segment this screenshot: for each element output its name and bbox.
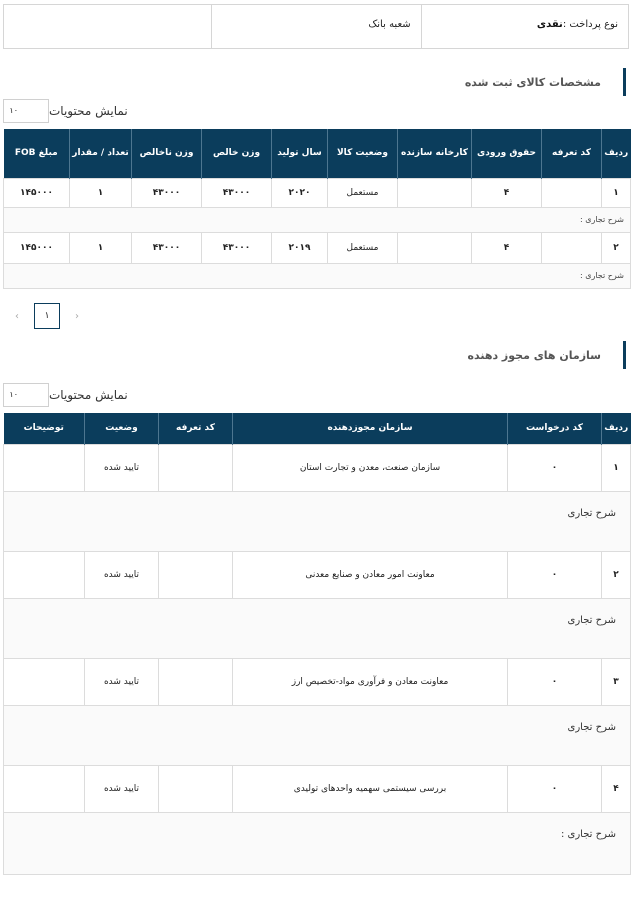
prev-page-icon[interactable]: ‹ [15, 310, 19, 322]
fob-cell: ۱۴۵۰۰۰ [4, 232, 70, 263]
table-row [4, 178, 631, 207]
status-cell: تایید شده [85, 444, 159, 491]
page-button-1[interactable]: ۱ [34, 303, 60, 329]
notes-cell [4, 551, 85, 598]
col-fob: مبلغ FOB [4, 129, 70, 178]
trade-description: شرح تجاری [4, 598, 631, 658]
status-cell: تایید شده [85, 658, 159, 705]
goods-pagination [10, 303, 84, 329]
trade-description: شرح تجاری [4, 705, 631, 765]
col-quantity: تعداد / مقدار [70, 129, 132, 178]
quantity-cell: ۱ [70, 232, 132, 263]
request-code-cell: ۰ [508, 658, 602, 705]
organization-cell: بررسی سیستمی سهمیه واحدهای تولیدی [233, 765, 508, 812]
title-accent-bar [623, 68, 626, 96]
description-row [4, 705, 631, 765]
notes-cell [4, 444, 85, 491]
goods-table [3, 129, 631, 289]
table-row [4, 765, 631, 812]
table-row [4, 658, 631, 705]
tariff-cell [542, 178, 602, 207]
col-year: سال تولید [272, 129, 328, 178]
trade-description: شرح تجاری : [4, 207, 631, 232]
year-cell: ۲۰۲۰ [272, 178, 328, 207]
organization-cell: معاونت معادن و فرآوری مواد-تخصیص ارز [233, 658, 508, 705]
payment-info-box [3, 4, 629, 49]
permits-header-row [4, 413, 631, 444]
tariff-cell [159, 444, 233, 491]
col-factory: کارخانه سازنده [398, 129, 472, 178]
permits-page-size-label: نمایش محتویات [49, 388, 128, 402]
permits-page-size-select[interactable]: ۱۰ [3, 383, 49, 407]
goods-page-size-label: نمایش محتویات [49, 104, 128, 118]
status-cell: مستعمل [328, 178, 398, 207]
col-notes: توضیحات [4, 413, 85, 444]
fob-cell: ۱۴۵۰۰۰ [4, 178, 70, 207]
col-tariff: کد تعرفه [159, 413, 233, 444]
row-number: ۳ [602, 658, 631, 705]
payment-type-value: نقدی [536, 19, 563, 30]
notes-cell [4, 765, 85, 812]
tariff-cell [542, 232, 602, 263]
description-row [4, 812, 631, 874]
status-cell: تایید شده [85, 765, 159, 812]
row-number: ۴ [602, 765, 631, 812]
next-page-icon[interactable]: › [75, 310, 79, 322]
description-row [4, 263, 631, 288]
status-cell: تایید شده [85, 551, 159, 598]
col-status: وضعیت کالا [328, 129, 398, 178]
permits-section-title [467, 341, 626, 369]
goods-section-title [465, 68, 626, 96]
col-tariff: کد تعرفه [542, 129, 602, 178]
col-gross-weight: وزن ناخالص [132, 129, 202, 178]
status-cell: مستعمل [328, 232, 398, 263]
gross-weight-cell: ۴۳۰۰۰ [132, 178, 202, 207]
description-row [4, 598, 631, 658]
duty-cell: ۴ [472, 232, 542, 263]
request-code-cell: ۰ [508, 765, 602, 812]
organization-cell: معاونت امور معادن و صنایع معدنی [233, 551, 508, 598]
goods-header-row [4, 129, 631, 178]
net-weight-cell: ۴۳۰۰۰ [202, 178, 272, 207]
bank-branch-cell [211, 5, 420, 48]
gross-weight-cell: ۴۳۰۰۰ [132, 232, 202, 263]
payment-type-label: نوع پرداخت : [562, 19, 618, 30]
permits-title-text: سازمان های مجوز دهنده [467, 348, 601, 362]
tariff-cell [159, 765, 233, 812]
permits-page-size [3, 383, 134, 407]
col-duty: حقوق ورودی [472, 129, 542, 178]
description-row [4, 491, 631, 551]
row-number: ۲ [602, 551, 631, 598]
factory-cell [398, 232, 472, 263]
col-row: ردیف [602, 413, 631, 444]
goods-title-text: مشخصات کالای ثبت شده [464, 75, 601, 89]
goods-page-size [3, 99, 134, 123]
description-row [4, 207, 631, 232]
col-request-code: کد درخواست [508, 413, 602, 444]
organization-cell: سازمان صنعت، معدن و تجارت استان [233, 444, 508, 491]
request-code-cell: ۰ [508, 444, 602, 491]
goods-page-size-select[interactable]: ۱۰ [3, 99, 49, 123]
row-number: ۱ [602, 178, 631, 207]
trade-description: شرح تجاری : [4, 263, 631, 288]
payment-type-cell [421, 5, 628, 48]
table-row [4, 232, 631, 263]
tariff-cell [159, 551, 233, 598]
factory-cell [398, 178, 472, 207]
col-net-weight: وزن خالص [202, 129, 272, 178]
col-organization: سازمان مجوزدهنده [233, 413, 508, 444]
col-row: ردیف [602, 129, 631, 178]
quantity-cell: ۱ [70, 178, 132, 207]
empty-cell [4, 5, 211, 48]
trade-description: شرح تجاری [4, 491, 631, 551]
tariff-cell [159, 658, 233, 705]
row-number: ۲ [602, 232, 631, 263]
table-row [4, 551, 631, 598]
row-number: ۱ [602, 444, 631, 491]
duty-cell: ۴ [472, 178, 542, 207]
permits-table [3, 413, 631, 875]
request-code-cell: ۰ [508, 551, 602, 598]
title-accent-bar [623, 341, 626, 369]
bank-branch-label: شعبه بانک [368, 19, 411, 30]
notes-cell [4, 658, 85, 705]
table-row [4, 444, 631, 491]
year-cell: ۲۰۱۹ [272, 232, 328, 263]
trade-description: شرح تجاری : [4, 812, 631, 874]
col-status: وضعیت [85, 413, 159, 444]
net-weight-cell: ۴۳۰۰۰ [202, 232, 272, 263]
